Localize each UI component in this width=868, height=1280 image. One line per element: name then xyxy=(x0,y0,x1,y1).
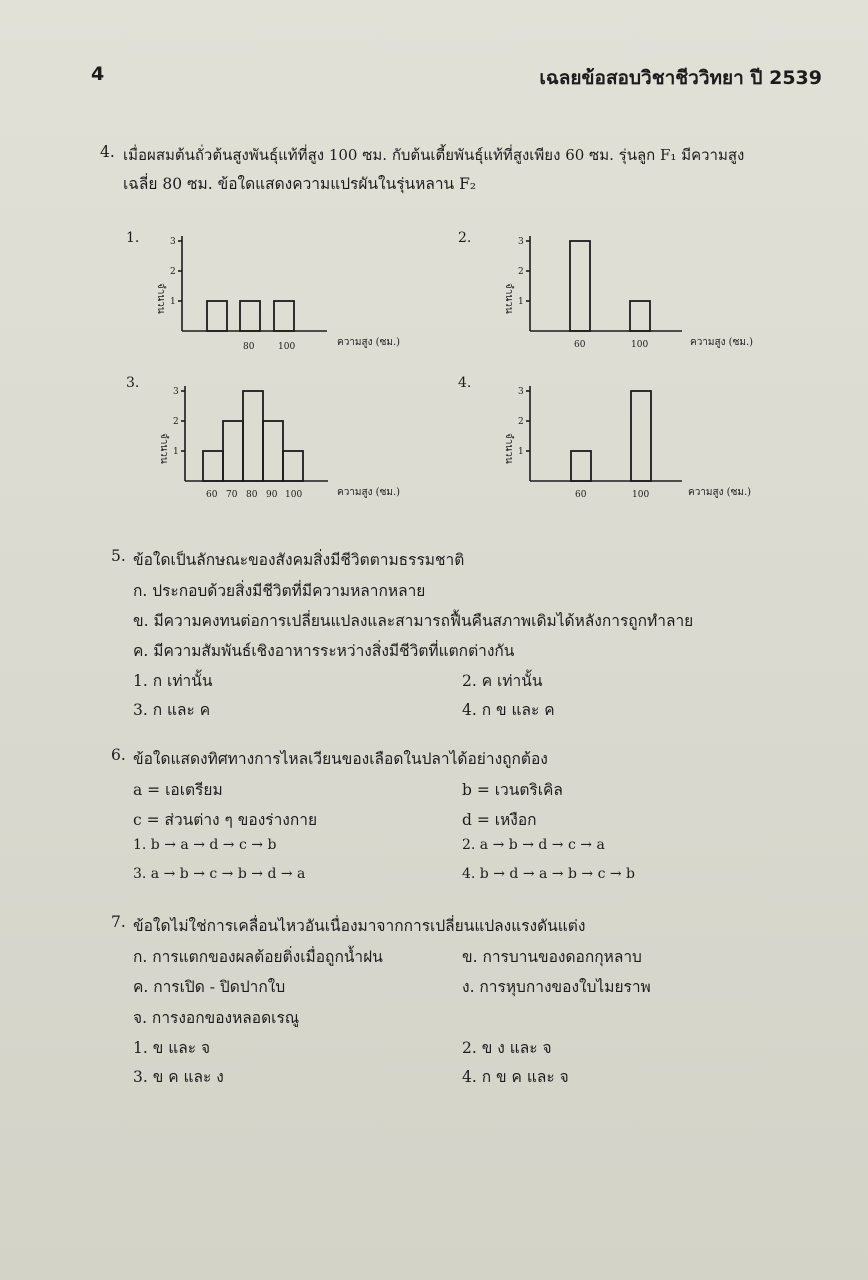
y-tick-label: 2 xyxy=(170,267,176,277)
chart-option-1: 1. xyxy=(126,230,140,246)
y-tick-label: 3 xyxy=(518,387,524,397)
q5-choice-3[interactable]: 3. ก และ ค xyxy=(133,701,211,719)
q5-statement: ก. ประกอบด้วยสิ่งมีชีวิตที่มีความหลากหลาย xyxy=(133,582,426,600)
bar xyxy=(570,241,590,331)
bar xyxy=(240,301,260,331)
q5-question: ข้อใดเป็นลักษณะของสังคมสิ่งมีชีวิตตามธรรมชาติ xyxy=(133,551,465,569)
chart-option-4: 4. xyxy=(458,375,472,391)
q6-choice-3[interactable]: 3. a → b → c → b → d → a xyxy=(133,866,306,882)
bar xyxy=(203,451,223,481)
bar xyxy=(283,451,303,481)
x-tick-label: 80 xyxy=(246,490,258,500)
q7-statement: จ. การงอกของหลอดเรณู xyxy=(133,1009,300,1027)
x-axis-label: ความสูง (ซม.) xyxy=(337,337,401,348)
y-tick-label: 3 xyxy=(170,237,176,247)
bar xyxy=(223,421,243,481)
y-tick-label: 1 xyxy=(173,447,179,457)
q4-line2: เฉลี่ย 80 ซม. ข้อใดแสดงความแปรผันในรุ่นหลาน F₂ xyxy=(123,175,477,193)
y-axis-label: จำนวน xyxy=(503,433,514,464)
bar xyxy=(571,451,591,481)
q7-choice-1[interactable]: 1. ข และ จ xyxy=(133,1039,211,1057)
q5-statement: ข. มีความคงทนต่อการเปลี่ยนแปลงและสามารถฟื้นคืนสภาพเดิมได้หลังการถูกทำลาย xyxy=(133,612,694,630)
histogram-option-1 xyxy=(135,228,425,358)
q5-choice-4[interactable]: 4. ก ข และ ค xyxy=(462,701,555,719)
q6-choice-4[interactable]: 4. b → d → a → b → c → b xyxy=(462,866,635,882)
chart-option-2: 2. xyxy=(458,230,472,246)
x-tick-label: 70 xyxy=(226,490,238,500)
y-axis-label: จำนวน xyxy=(155,283,166,314)
x-axis-label: ความสูง (ซม.) xyxy=(688,487,752,498)
chart-option-3: 3. xyxy=(126,375,140,391)
y-tick-label: 3 xyxy=(518,237,524,247)
y-tick-label: 2 xyxy=(518,417,524,427)
page-number: 4 xyxy=(91,63,105,85)
q6-choice-1[interactable]: 1. b → a → d → c → b xyxy=(133,837,277,853)
x-tick-label: 100 xyxy=(278,342,296,352)
q7-statement: ง. การหุบกางของใบไมยราพ xyxy=(462,978,651,996)
q7-choice-3[interactable]: 3. ข ค และ ง xyxy=(133,1068,224,1086)
q6-choice-2[interactable]: 2. a → b → d → c → a xyxy=(462,837,605,853)
x-axis-label: ความสูง (ซม.) xyxy=(337,487,401,498)
y-tick-label: 2 xyxy=(518,267,524,277)
x-tick-label: 60 xyxy=(206,490,218,500)
q5-choice-1[interactable]: 1. ก เท่านั้น xyxy=(133,672,213,690)
y-axis-label: จำนวน xyxy=(158,433,169,464)
q6-definition: b = เวนตริเคิล xyxy=(462,781,563,799)
q6-definition: d = เหงือก xyxy=(462,811,537,829)
y-tick-label: 1 xyxy=(518,447,524,457)
histogram-option-4 xyxy=(485,378,775,508)
q6-number: 6. xyxy=(111,746,126,764)
q6-definition: a = เอเตรียม xyxy=(133,781,223,799)
q6-definition: c = ส่วนต่าง ๆ ของร่างกาย xyxy=(133,811,318,829)
y-tick-label: 1 xyxy=(170,297,176,307)
y-tick-label: 2 xyxy=(173,417,179,427)
x-tick-label: 90 xyxy=(266,490,278,500)
q7-statement: ข. การบานของดอกกุหลาบ xyxy=(462,948,642,966)
q7-statement: ก. การแตกของผลต้อยติ่งเมื่อถูกน้ำฝน xyxy=(133,948,383,966)
bar xyxy=(274,301,294,331)
histogram-option-3 xyxy=(135,378,425,508)
q7-question: ข้อใดไม่ใช่การเคลื่อนไหวอันเนื่องมาจากการเปลี่ยนแปลงแรงดันแต่ง xyxy=(133,917,586,935)
q5-statement: ค. มีความสัมพันธ์เชิงอาหารระหว่างสิ่งมีชีวิตที่แตกต่างกัน xyxy=(133,642,515,660)
q7-number: 7. xyxy=(111,913,126,931)
q6-question: ข้อใดแสดงทิศทางการไหลเวียนของเลือดในปลาได้อย่างถูกต้อง xyxy=(133,750,548,768)
q5-number: 5. xyxy=(111,547,126,565)
bar xyxy=(630,301,650,331)
q7-statement: ค. การเปิด - ปิดปากใบ xyxy=(133,978,286,996)
y-tick-label: 3 xyxy=(173,387,179,397)
y-tick-label: 1 xyxy=(518,297,524,307)
q4-number: 4. xyxy=(100,143,115,161)
histogram-option-2 xyxy=(485,228,775,358)
x-tick-label: 80 xyxy=(243,342,255,352)
bar xyxy=(207,301,227,331)
bar xyxy=(631,391,651,481)
y-axis-label: จำนวน xyxy=(503,283,514,314)
q7-choice-4[interactable]: 4. ก ข ค และ จ xyxy=(462,1068,569,1086)
x-tick-label: 60 xyxy=(574,340,586,350)
bar xyxy=(243,391,263,481)
q4-line1: เมื่อผสมต้นถั่วต้นสูงพันธุ์แท้ที่สูง 100 ซม. กับต้นเตี้ยพันธุ์แท้ที่สูงเพียง 60 ซม. รุ่นลูก F₁ มีความสูง xyxy=(123,146,745,164)
bar xyxy=(263,421,283,481)
x-axis-label: ความสูง (ซม.) xyxy=(690,337,754,348)
q5-choice-2[interactable]: 2. ค เท่านั้น xyxy=(462,672,543,690)
x-tick-label: 100 xyxy=(631,340,649,350)
x-tick-label: 60 xyxy=(575,490,587,500)
q7-choice-2[interactable]: 2. ข ง และ จ xyxy=(462,1039,552,1057)
x-tick-label: 100 xyxy=(632,490,650,500)
x-tick-label: 100 xyxy=(285,490,303,500)
page-title: เฉลยข้อสอบวิชาชีววิทยา ปี 2539 xyxy=(539,67,822,89)
